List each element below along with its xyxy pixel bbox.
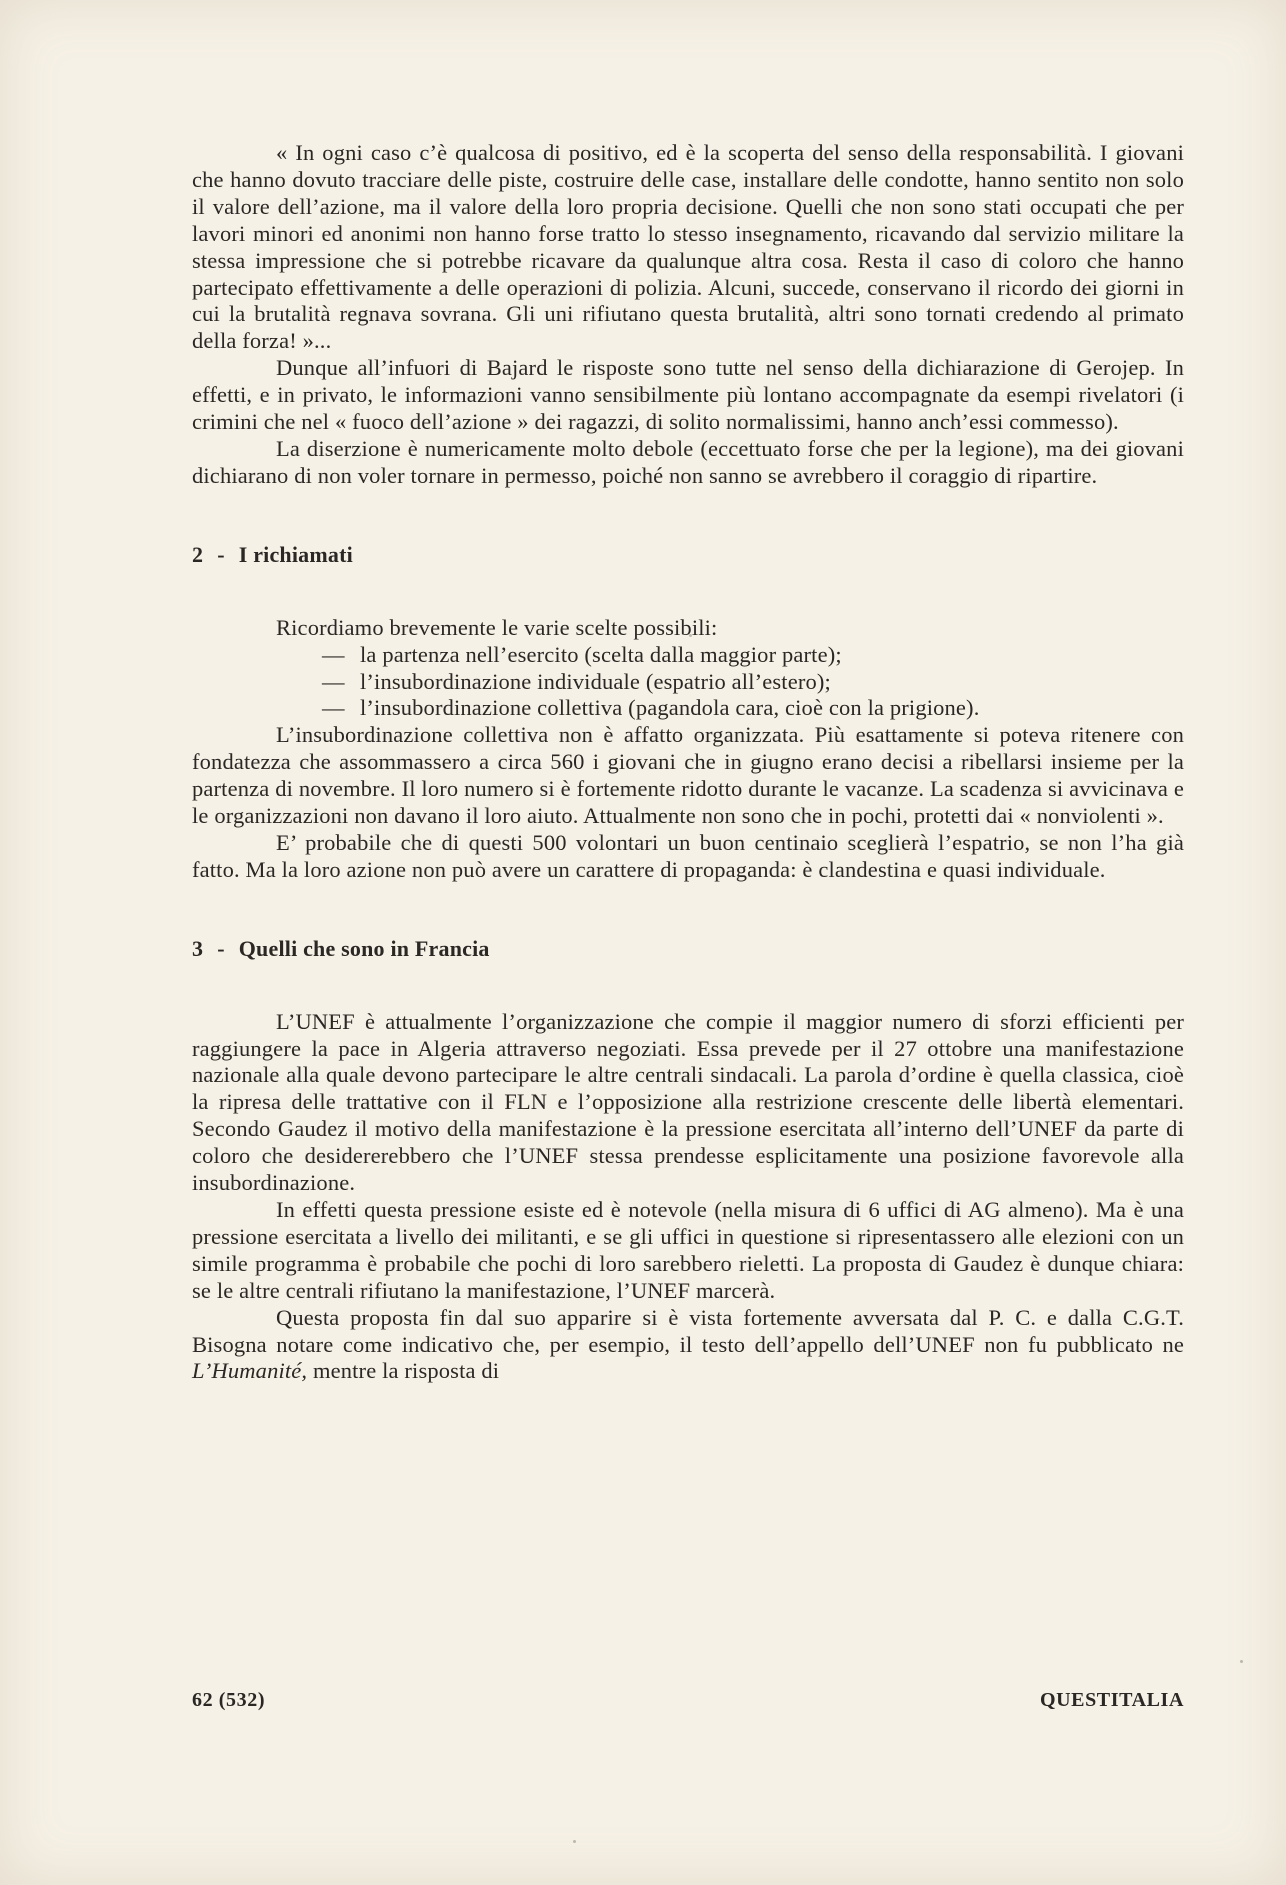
paper-speck: [1240, 1660, 1243, 1663]
paragraph: L’UNEF è attualmente l’organizzazione che compie il maggior numero di sforzi efficienti per raggiungere la pace in Algeria attraverso negoziati. Essa prevede per il 27 ottobre una manifestazione nazionale alla quale devono partecipare le altre centrali sindacali. La parola d’ordine è quella classica, cioè la ripresa delle trattative con il FLN e l’opposizione alla restrizione crescente delle libertà elementari. Secondo Gaudez il motivo della manifestazione è la pressione esercitata all’interno dell’UNEF da parte di coloro che desidererebbero che l’UNEF stessa prendesse esplicitamente una posizione favorevole alla insubordinazione.: [192, 1008, 1184, 1196]
spacer: [192, 963, 1184, 1009]
section-title: I richiamati: [238, 541, 353, 567]
paragraph: L’insubordinazione collettiva non è affatto organizzata. Più esattamente si poteva ritenere con fondatezza che assommassero a circa 560 i giovani che in giugno erano decisi a ribellarsi insieme per la partenza di novembre. Il loro numero si è fortemente ridotto durante le vacanze. La scadenza si avvicinava e le organizzazioni non davano il loro aiuto. Attualmente non sono che in pochi, protetti dai « nonviolenti ».: [192, 722, 1184, 829]
list-item-text: l’insubordinazione individuale (espatrio all’estero);: [360, 668, 831, 694]
list-intro: Ricordiamo brevemente le varie scelte possibili:: [276, 614, 718, 640]
section-heading-francia: [192, 936, 1184, 963]
list-item: [192, 695, 1184, 722]
section-separator: -: [217, 541, 225, 567]
paragraph: Dunque all’infuori di Bajard le risposte sono tutte nel senso della dichiarazione di Gerojep. In effetti, e in privato, le informazioni vanno sensibilmente più lontano accompagnate da esempi rivelatori (i crimini che nel « fuoco dell’azione » dei ragazzi, di solito normalissimi, hanno anch’essi commesso).: [192, 355, 1184, 435]
section-separator: -: [217, 935, 225, 961]
section-heading-richiamati: [192, 542, 1184, 569]
dash-glyph: —: [322, 641, 345, 667]
quote-paragraph: « In ogni caso c’è qualcosa di positivo, ed è la scoperta del senso della responsabilità. I giovani che hanno dovuto tracciare delle piste, costruire delle case, installare delle condotte, hanno sentito non solo il valore dell’azione, ma il valore della loro propria decisione. Quelli che non sono stati occupati che per lavori minori ed anonimi non hanno forse tratto lo stesso insegnamento, ricavando dal servizio militare la stessa impressione che si potrebbe ricavare da qualunque altra cosa. Resta il caso di coloro che hanno partecipato effettivamente a delle operazioni di polizia. Alcuni, succede, conservano il ricordo dei giorni in cui la brutalità regnava sovrana. Gli uni rifiutano questa brutalità, altri sono tornati credendo al primato della forza! »...: [192, 140, 1184, 354]
section-title: Quelli che sono in Francia: [238, 935, 490, 961]
paragraph-text: mentre la risposta di: [307, 1358, 500, 1384]
paragraph: E’ probabile che di questi 500 volontari un buon centinaio sceglierà l’espatrio, se non l’ha già fatto. Ma la loro azione non può avere un carattere di propaganda: è clandestina e quasi individuale.: [192, 829, 1184, 882]
spacer: [192, 490, 1184, 542]
list-item: [192, 669, 1184, 696]
page-footer: [192, 1689, 1184, 1712]
list-item-text: la partenza nell’esercito (scelta dalla maggior parte);: [360, 641, 842, 667]
paragraph-text: Questa proposta fin dal suo apparire si è vista fortemente avversata dal P. C. e dalla C.G.T. Bisogna notare come indicativo che, per esempio, il testo dell’appello dell’UNEF non fu pubblicato ne: [192, 1304, 1184, 1357]
paragraph: In effetti questa pressione esiste ed è notevole (nella misura di 6 uffici di AG almeno). Ma è una pressione esercitata a livello dei militanti, e se gli uffici in questione si ripresentassero alle elezioni con un simile programma è probabile che pochi di loro sarebbero rieletti. La proposta di Gaudez è dunque chiara: se le altre centrali rifiutano la manifestazione, l’UNEF marcerà.: [192, 1197, 1184, 1303]
paragraph: La diserzione è numericamente molto debole (eccettuato forse che per la legione), ma dei giovani dichiarano di non voler tornare in permesso, poiché non sanno se avrebbero il coraggio di ripartire.: [192, 435, 1184, 488]
paragraph-last: [192, 1305, 1184, 1386]
list-item: [192, 642, 1184, 669]
page-number: 62 (532): [192, 1689, 266, 1711]
section-number: 3: [192, 935, 204, 961]
paper-speck: [573, 1840, 576, 1843]
text-column: [192, 140, 1184, 1385]
dash-glyph: —: [322, 695, 345, 721]
paper-speck: [689, 634, 692, 637]
spacer: [192, 884, 1184, 936]
dash-glyph: —: [322, 668, 345, 694]
spacer: [192, 569, 1184, 615]
journal-name: QUESTITALIA: [1039, 1689, 1184, 1711]
newspaper-title: L’Humanité,: [192, 1358, 308, 1384]
section-number: 2: [192, 541, 204, 567]
list-item-text: l’insubordinazione collettiva (pagandola cara, cioè con la prigione).: [360, 695, 980, 721]
